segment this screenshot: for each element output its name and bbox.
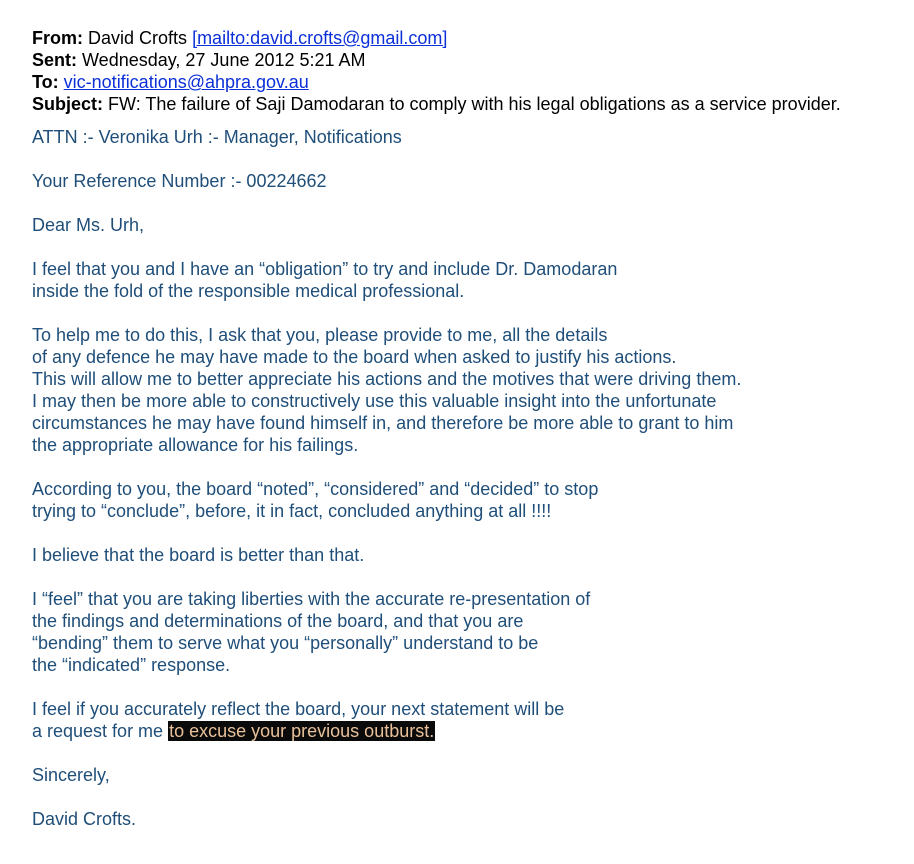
- sent-row: [32, 49, 914, 71]
- text-line: the appropriate allowance for his failings.: [32, 435, 359, 455]
- paragraph-request-details: [32, 324, 914, 456]
- subject-value: FW: The failure of Saji Damodaran to comply with his legal obligations as a service provider.: [108, 94, 841, 114]
- text-line: inside the fold of the responsible medical professional.: [32, 281, 465, 301]
- attn-line: ATTN :- Veronika Urh :- Manager, Notifications: [32, 127, 402, 147]
- from-label: From:: [32, 28, 83, 48]
- to-row: [32, 71, 914, 93]
- text-line: I feel if you accurately reflect the board, your next statement will be: [32, 699, 565, 719]
- text-line: the “indicated” response.: [32, 655, 231, 675]
- text-line: This will allow me to better appreciate his actions and the motives that were driving them.: [32, 369, 742, 389]
- text-line-with-highlight: [32, 720, 914, 742]
- to-label: To:: [32, 72, 59, 92]
- from-mailto-link[interactable]: [mailto:david.crofts@gmail.com]: [192, 28, 448, 48]
- signature: David Crofts.: [32, 809, 137, 829]
- email-header: [32, 27, 914, 115]
- text-line: “bending” them to serve what you “personally” understand to be: [32, 633, 539, 653]
- to-email-link[interactable]: vic-notifications@ahpra.gov.au: [63, 72, 309, 92]
- text-line: I “feel” that you are taking liberties with the accurate re-presentation of: [32, 589, 591, 609]
- email-body: [32, 126, 914, 830]
- text-line: trying to “conclude”, before, it in fact, concluded anything at all !!!!: [32, 501, 552, 521]
- highlighted-text: to excuse your previous outburst.: [169, 721, 435, 741]
- text-segment: a request for me: [32, 721, 164, 741]
- sent-label: Sent:: [32, 50, 77, 70]
- paragraph-next-statement: [32, 698, 914, 742]
- text-line: I may then be more able to constructively use this valuable insight into the unfortunate: [32, 391, 717, 411]
- text-line: According to you, the board “noted”, “considered” and “decided” to stop: [32, 479, 599, 499]
- reference-line: Your Reference Number :- 00224662: [32, 171, 327, 191]
- from-row: [32, 27, 914, 49]
- text-line: I feel that you and I have an “obligation” to try and include Dr. Damodaran: [32, 259, 618, 279]
- closing: Sincerely,: [32, 765, 110, 785]
- text-line: To help me to do this, I ask that you, please provide to me, all the details: [32, 325, 608, 345]
- sent-value: Wednesday, 27 June 2012 5:21 AM: [82, 50, 366, 70]
- paragraph-board-noted: [32, 478, 914, 522]
- subject-label: Subject:: [32, 94, 104, 114]
- paragraph-taking-liberties: [32, 588, 914, 676]
- text-line: of any defence he may have made to the board when asked to justify his actions.: [32, 347, 677, 367]
- from-name: David Crofts: [88, 28, 188, 48]
- paragraph-board-better: I believe that the board is better than that.: [32, 545, 365, 565]
- subject-row: [32, 93, 914, 115]
- paragraph-obligation: [32, 258, 914, 302]
- text-line: the findings and determinations of the board, and that you are: [32, 611, 524, 631]
- text-line: circumstances he may have found himself in, and therefore be more able to grant to him: [32, 413, 734, 433]
- salutation: Dear Ms. Urh,: [32, 215, 145, 235]
